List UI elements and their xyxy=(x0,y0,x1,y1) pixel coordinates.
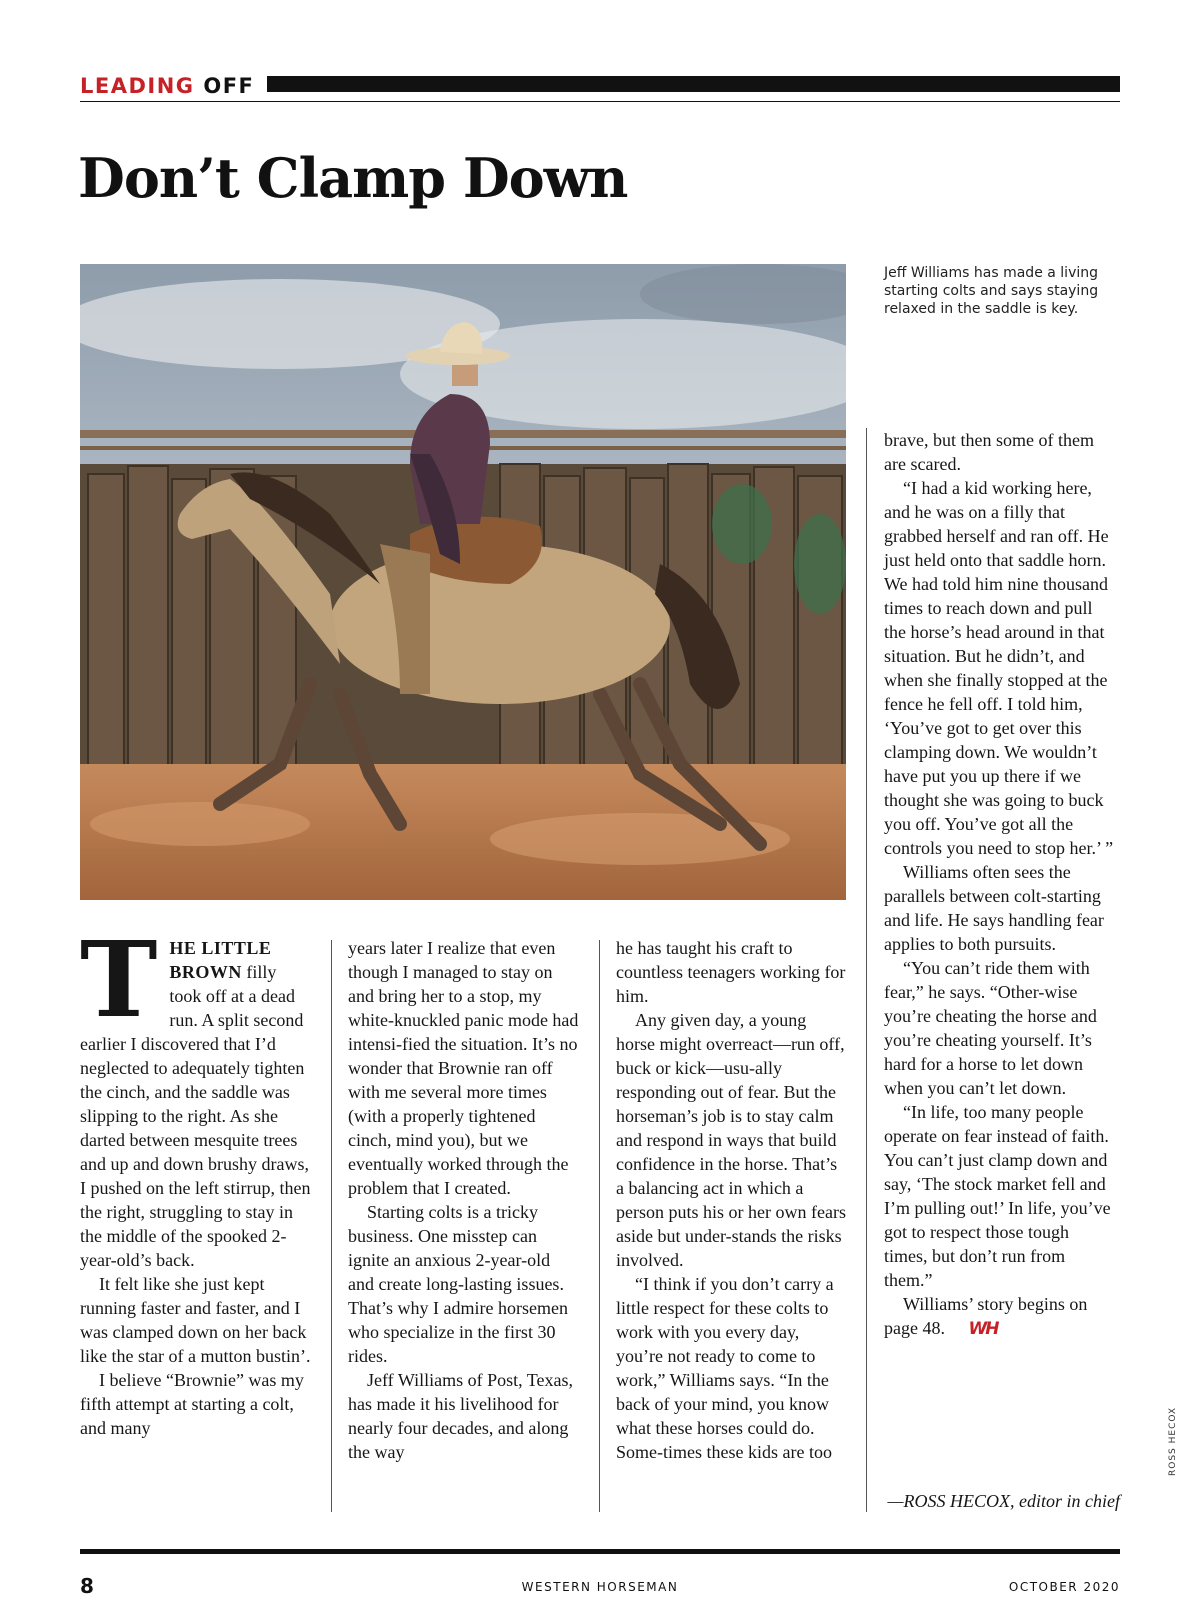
lead-in: BROWN xyxy=(169,962,242,982)
article-closing: Williams’ story begins on page 48. xyxy=(884,1294,1088,1338)
article-paragraph: Jeff Williams of Post, Texas, has made it his livelihood for nearly four decades, and along the way xyxy=(348,1370,574,1462)
article-paragraph: Starting colts is a tricky business. One misstep can ignite an anxious 2-year-old and create long-lasting issues. That’s why I admire horsemen who specialize in the first 30 rides. xyxy=(348,1202,568,1366)
article-paragraph xyxy=(80,918,312,1272)
section-bar xyxy=(267,76,1120,92)
section-label xyxy=(80,74,254,98)
section-header xyxy=(80,74,1120,104)
article-paragraph: he has taught his craft to countless teenagers working for him. xyxy=(616,938,846,1006)
footer-rule xyxy=(80,1549,1120,1554)
magazine-name: WESTERN HORSEMAN xyxy=(521,1580,679,1594)
article-column-1 xyxy=(80,918,312,1440)
article-paragraph: Williams often sees the parallels between colt-starting and life. He says handling fear applies to both pursuits. xyxy=(884,862,1104,954)
article-paragraph: years later I realize that even though I managed to stay on and bring her to a stop, my white-knuckled panic mode had intensi-fied the situation. It’s no wonder that Brownie ran off with me several more times (with a properly tightened cinch, mind you), but we eventually worked through the problem that I created. xyxy=(348,938,579,1198)
article-paragraph: Any given day, a young horse might overreact—run off, buck or kick—usu-ally responding out of fear. But the horseman’s job is to stay calm and respond in ways that build confidence in the horse. That’s a balancing act in which a person puts his or her own fears aside but under-stands the risks involved. xyxy=(616,1010,846,1270)
article-paragraph: “You can’t ride them with fear,” he says. “Other-wise you’re cheating the horse and you’re cheating yourself. It’s hard for a horse to let down when you can’t let down. xyxy=(884,958,1097,1098)
end-mark-logo: WH xyxy=(968,1319,998,1339)
article-text: filly took off at a dead run. A split second earlier I discovered that I’d neglected to adequately tighten the cinch, and the saddle was slipping to the right. As she darted between mesquite trees and up and down brushy draws, I pushed on the left stirrup, then the right, struggling to stay in the middle of the spooked 2-year-old’s back. xyxy=(80,962,311,1270)
column-divider xyxy=(599,940,600,1512)
article-paragraph: brave, but then some of them are scared. xyxy=(884,430,1094,474)
column-divider xyxy=(331,940,332,1512)
hero-photo xyxy=(80,264,846,900)
photo-caption: Jeff Williams has made a living starting colts and says staying relaxed in the saddle is key. xyxy=(884,265,1099,317)
issue-date: OCTOBER 2020 xyxy=(1008,1580,1120,1594)
article-paragraph: “In life, too many people operate on fear instead of faith. You can’t just clamp down and say, ‘The stock market fell and I’m pulling out!’ In life, you’ve got to respect those tough times, but don’t run from them.” xyxy=(884,1102,1111,1290)
page-number: 8 xyxy=(80,1574,94,1598)
headline: Don’t Clamp Down xyxy=(78,146,628,210)
lead-in: HE LITTLE xyxy=(169,938,272,958)
article-paragraph xyxy=(884,1292,1116,1341)
drop-cap: T xyxy=(80,918,158,1041)
article-paragraph: It felt like she just kept running faster and faster, and I was clamped down on her back like the star of a mutton bustin’. xyxy=(80,1274,311,1366)
column-divider xyxy=(866,428,867,1512)
section-label-black: OFF xyxy=(203,74,255,98)
hero-photo-illustration xyxy=(80,264,846,900)
article-paragraph: I believe “Brownie” was my fifth attempt at starting a colt, and many xyxy=(80,1370,304,1438)
author-signoff: —ROSS HECOX, editor in chief xyxy=(887,1491,1120,1511)
photo-credit: ROSS HECOX xyxy=(1168,1406,1178,1476)
article-paragraph: “I think if you don’t carry a little respect for these colts to work with you every day, you’re not ready to come to work,” Williams says. “In the back of your mind, you know what these horses could do. Some-times these kids are too xyxy=(616,1274,834,1462)
section-rule xyxy=(80,101,1120,102)
section-label-red: LEADING xyxy=(80,74,195,98)
article-column-4 xyxy=(884,428,1116,1341)
article-column-3 xyxy=(616,936,848,1464)
article-paragraph: “I had a kid working here, and he was on a filly that grabbed herself and ran off. He just held onto that saddle horn. We had told him nine thousand times to reach down and pull the horse’s head around in that situation. But he didn’t, and when she finally stopped at the fence he fell off. I told him, ‘You’ve got to get over this clamping down. We wouldn’t have put you up there if we thought she was going to buck you off. You’ve got all the controls you need to stop her.’ ” xyxy=(884,478,1114,858)
article-column-2 xyxy=(348,936,580,1464)
